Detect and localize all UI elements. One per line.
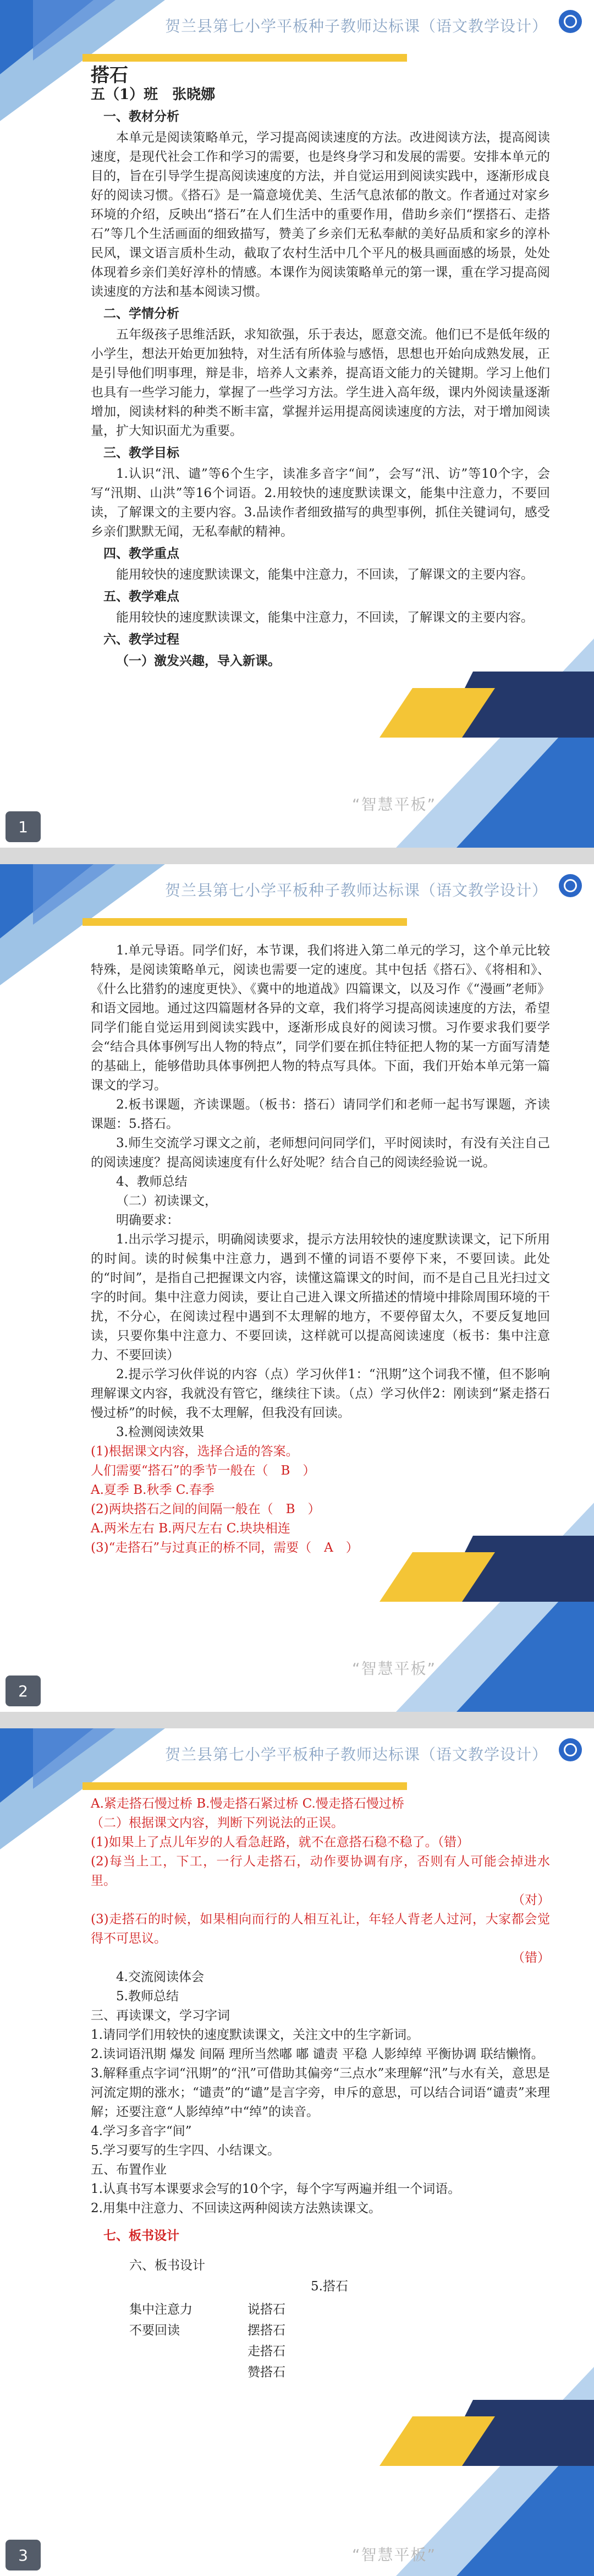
- paragraph: 2.读词语汛期 爆发 间隔 理所当然嘟 嘟 谴责 平稳 人影绰绰 平衡协调 联结懒惰。: [91, 2047, 544, 2061]
- page-2: [0, 864, 594, 1712]
- school-logo-icon: [559, 10, 582, 33]
- section-heading: 二、学情分析: [103, 306, 179, 321]
- quiz-statement: (3)走搭石的时候，如果相向而行的人相互礼让，年轻人背老人过河，大家都会觉得不可思议。: [91, 1912, 550, 1946]
- board-keyword: 集中注意力: [129, 2302, 193, 2317]
- quiz-options: A.紧走搭石慢过桥 B.慢走搭石紧过桥 C.慢走搭石慢过桥: [91, 1797, 404, 1811]
- page-3-content: [91, 1794, 550, 2410]
- watermark: “智慧平板”: [352, 1660, 437, 1678]
- quiz-judgement: （对）: [512, 1893, 550, 1907]
- paragraph: 1.单元导语。同学们好，本节课，我们将进入第二单元的学习，这个单元比较特殊，是阅读策略单元，阅读也需要一定的速度。其中包括《搭石》、《将相和》、《什么比猎豹的速度更快》、《冀中的地道战》四篇课文，以及习作《“漫画”老师》和语文园地。通过这四篇题材各异的文章，我们将学习提高阅读速度的方法，希望同学们能自觉运用到阅读实践中，逐渐形成良好的阅读习惯。习作要求我们要学会“结合具体事例写出人物的特点”，同学们要在抓住特征把人物的某一方面写清楚的基础上，能够借助具体事例把人物的特点写具体。下面，我们开始本单元第一篇课文的学习。: [91, 943, 550, 1093]
- paragraph: 本单元是阅读策略单元，学习提高阅读速度的方法。改进阅读方法，提高阅读速度，是现代社会工作和学习的需要，也是终身学习和发展的需要。安排本单元的目的，旨在引导学生提高阅读速度的方法，并自觉运用到阅读实践中，逐渐形成良好的阅读习惯。《搭石》是一篇意境优美、生活气息浓郁的散文。作者通过对家乡环境的介绍，反映出“搭石”在人们生活中的重要作用，借助乡亲们“摆搭石、走搭石”等几个生活画面的细致描写，赞美了乡亲们无私奉献的美好品质和家乡的淳朴民风，课文语言质朴生动，截取了农村生活中几个平凡的极具画面感的场景，处处体现着乡亲们美好淳朴的情感。本课作为阅读策略单元的第一课，重在学习提高阅读速度的方法和基本阅读习惯。: [91, 130, 550, 299]
- quiz-question: （二）根据课文内容，判断下列说法的正误。: [91, 1816, 344, 1830]
- quiz-question: 人们需要“搭石”的季节一般在（ B ）: [91, 1464, 316, 1478]
- section-heading: 五、教学难点: [103, 589, 179, 604]
- paragraph: 3.检测阅读效果: [116, 1425, 204, 1439]
- quiz-question: (2)两块搭石之间的间隔一般在（ B ）: [91, 1502, 321, 1516]
- corner-decoration-bottom-right: [330, 1503, 594, 1712]
- quiz-options: A.夏季 B.秋季 C.春季: [91, 1483, 215, 1497]
- board-item: 赞搭石: [248, 2365, 285, 2379]
- board-item: 走搭石: [248, 2344, 285, 2359]
- board-keyword: 不要回读: [129, 2323, 180, 2338]
- watermark: “智慧平板”: [352, 2546, 437, 2564]
- page-1: [0, 0, 594, 848]
- section-heading: 七、板书设计: [103, 2228, 179, 2243]
- section-heading: 六、教学过程: [103, 632, 179, 647]
- page-number: 2: [6, 1676, 41, 1706]
- board-item: 说搭石: [248, 2302, 285, 2317]
- board-heading: 六、板书设计: [129, 2258, 205, 2273]
- paragraph: 1.出示学习提示，明确阅读要求，提示方法用较快的速度默读课文，记下所用的时间。读的时候集中注意力，遇到不懂的词语不要停下来，不要回读。此处的“时间”，是指自己把握课文内容，读懂这篇课文的时间，而不是自己且光扫过文字的时间。集中注意力阅读，要让自己进入课文所描述的情境中排除周围环境的干扰，不分心，在阅读过程中遇到不太理解的地方，不要停留太久，不要反复地回读，只要你集中注意力、不要回读，这样就可以提高阅读速度（板书：集中注意力、不要回读）: [91, 1232, 550, 1362]
- paragraph: 5.学习要写的生字四、小结课文。: [91, 2143, 280, 2158]
- section-heading: 五、布置作业: [91, 2163, 167, 2177]
- watermark: “智慧平板”: [352, 795, 437, 814]
- corner-decoration-bottom-right: [330, 638, 594, 848]
- paragraph: 明确要求：: [116, 1213, 179, 1227]
- school-logo-icon: [559, 874, 582, 897]
- section-heading: 一、教材分析: [103, 109, 179, 124]
- paragraph: （二）初读课文，: [116, 1194, 217, 1208]
- page-number: 1: [6, 811, 41, 842]
- paragraph: 4.学习多音字“间”: [91, 2124, 192, 2138]
- lesson-title: 搭石: [91, 64, 128, 86]
- author-line: 五（1）班 张晓娜: [91, 86, 216, 103]
- section-heading: 四、教学重点: [103, 546, 179, 561]
- header-accent-bar: [82, 54, 407, 62]
- header-accent-bar: [82, 918, 407, 926]
- paragraph: 4.交流阅读体会: [116, 1970, 204, 1984]
- page-1-content: [91, 66, 550, 670]
- sub-heading: （一）激发兴趣，导入新课。: [116, 653, 280, 668]
- paragraph: 5.教师总结: [116, 1989, 179, 2004]
- paragraph: 4、教师总结: [116, 1175, 188, 1189]
- quiz-statement: (1)如果上了点儿年岁的人看急赶路，就不在意搭石稳不稳了。（错）: [91, 1835, 470, 1849]
- section-heading: 三、再读课文，学习字词: [91, 2009, 230, 2023]
- document-header: 贺兰县第七小学平板种子教师达标课（语文教学设计）: [165, 1745, 548, 1764]
- quiz-question: (1)根据课文内容，选择合适的答案。: [91, 1444, 299, 1459]
- quiz-judgement: （错）: [512, 1951, 550, 1965]
- paragraph: 3.师生交流学习课文之前，老师想问问同学们，平时阅读时，有没有关注自己的阅读速度？提高阅读速度有什么好处呢？结合自己的阅读经验说一说。: [91, 1136, 550, 1170]
- school-logo-icon: [559, 1738, 582, 1761]
- paragraph: 1.认真书写本课要求会写的10个字，每个字写两遍并组一个词语。: [91, 2182, 461, 2196]
- page-3: [0, 1728, 594, 2576]
- paragraph: 1.请同学们用较快的速度默读课文，关注文中的生字新词。: [91, 2028, 419, 2042]
- page-2-content: [91, 941, 550, 1558]
- paragraph: 2.板书课题，齐读课题。（板书：搭石）请同学们和老师一起书写课题，齐读课题：5.搭石。: [91, 1098, 550, 1131]
- document-header: 贺兰县第七小学平板种子教师达标课（语文教学设计）: [165, 881, 548, 899]
- paragraph: 2.提示学习伙伴说的内容（点）学习伙伴1：“汛期”这个词我不懂，但不影响理解课文内容，我就没有管它，继续往下读。（点）学习伙伴2：刚读到“紧走搭石慢过桥”的时候，我不太理解，但我没有回读。: [91, 1367, 550, 1420]
- paragraph: 2.用集中注意力、不回读这两种阅读方法熟读课文。: [91, 2201, 381, 2215]
- board-title: 5.搭石: [311, 2279, 348, 2294]
- paragraph: 1.认识“汛、谴”等6个生字，读准多音字“间”，会写“汛、访”等10个字，会写“汛期、山洪”等16个词语。2.用较快的速度默读课文，能集中注意力，不要回读，了解课文的主要内容。3.品读作者细致描写的典型事例，抓住关键词句，感受乡亲们默默无闻，无私奉献的精神。: [91, 467, 550, 539]
- quiz-question: (3)“走搭石”与过真正的桥不同，需要（ A ）: [91, 1541, 359, 1555]
- paragraph: 3.解释重点字词“汛期”的“汛”可借助其偏旁“三点水”来理解“汛”与水有关，意思是河流定期的涨水；“谴责”的“谴”是言字旁，申斥的意思，可以结合词语“谴责”来理解；还要注意“人影绰绰”中“绰”的读音。: [91, 2066, 550, 2119]
- board-item: 摆搭石: [248, 2323, 285, 2338]
- header-accent-bar: [82, 1782, 407, 1790]
- page-number: 3: [6, 2540, 41, 2570]
- quiz-statement: (2)每当上工，下工，一行人走搭石，动作要协调有序，否则有人可能会掉进水里。: [91, 1854, 550, 1888]
- paragraph: 能用较快的速度默读课文，能集中注意力，不回读，了解课文的主要内容。: [116, 610, 534, 625]
- document-header: 贺兰县第七小学平板种子教师达标课（语文教学设计）: [165, 17, 548, 35]
- paragraph: 五年级孩子思维活跃，求知欲强，乐于表达，愿意交流。他们已不是低年级的小学生，想法开始更加独特，对生活有所体验与感悟，思想也开始向成熟发展，正是引导他们明事理，辩是非，培养人文素养，提高语文能力的关键期。学习上他们也具有一些学习能力，掌握了一些学习方法。学生进入高年级，课内外阅读量逐渐增加，阅读材料的种类不断丰富，掌握并运用提高阅读速度的方法，对于增加阅读量，扩大知识面尤为重要。: [91, 328, 550, 438]
- paragraph: 能用较快的速度默读课文，能集中注意力，不回读，了解课文的主要内容。: [116, 567, 534, 582]
- quiz-options: A.两米左右 B.两尺左右 C.块块相连: [91, 1521, 290, 1536]
- section-heading: 三、教学目标: [103, 445, 179, 460]
